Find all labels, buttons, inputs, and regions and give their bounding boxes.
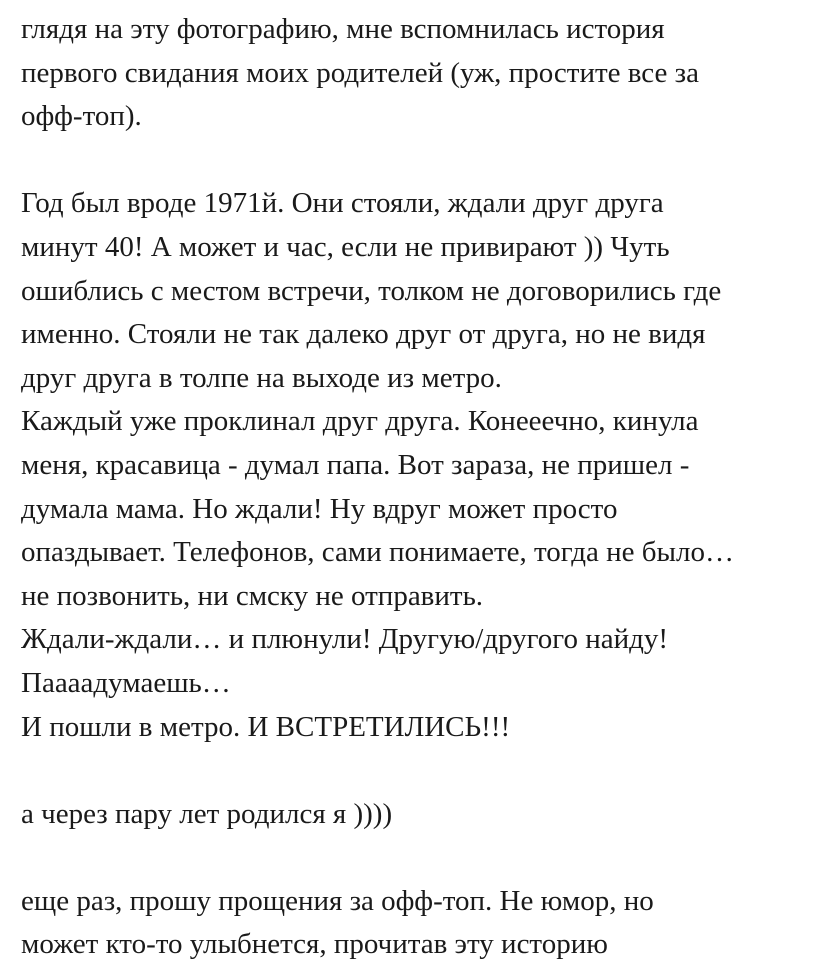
paragraph-gap bbox=[21, 139, 821, 183]
text-line: еще раз, прошу прощения за офф-топ. Не юмор, но bbox=[21, 884, 654, 917]
text-line: Год был вроде 1971й. Они стояли, ждали друг друга bbox=[21, 187, 664, 220]
text-line: Каждый уже проклинал друг друга. Конееечно, кинула bbox=[21, 405, 699, 438]
text-line: Ждали-ждали… и плюнули! Другую/другого найду! bbox=[21, 623, 669, 656]
text-line: именно. Стояли не так далеко друг от друга, но не видя bbox=[21, 318, 706, 351]
text-line: опаздывает. Телефонов, сами понимаете, тогда не было… bbox=[21, 536, 734, 569]
text-line: друг друга в толпе на выходе из метро. bbox=[21, 361, 502, 394]
paragraph-gap bbox=[21, 836, 821, 880]
text-line: не позвонить, ни смску не отправить. bbox=[21, 579, 484, 612]
intro-paragraph bbox=[21, 8, 821, 139]
story-paragraph bbox=[21, 182, 821, 749]
text-line: первого свидания моих родителей (уж, простите все за bbox=[21, 56, 699, 89]
text-line: меня, красавица - думал папа. Вот зараза, не пришел - bbox=[21, 448, 690, 481]
text-line: И пошли в метро. И ВСТРЕТИЛИСЬ!!! bbox=[21, 710, 511, 743]
outro-paragraph bbox=[21, 880, 821, 967]
text-line: Паааадумаешь… bbox=[21, 666, 231, 699]
text-line: а через пару лет родился я )))) bbox=[21, 797, 393, 830]
text-line: ошиблись с местом встречи, толком не договорились где bbox=[21, 274, 722, 307]
text-line: глядя на эту фотографию, мне вспомнилась история bbox=[21, 13, 665, 45]
text-line: может кто-то улыбнется, прочитав эту историю bbox=[21, 928, 608, 961]
paragraph-gap bbox=[21, 749, 821, 793]
post-body bbox=[21, 8, 821, 967]
ending-paragraph bbox=[21, 793, 821, 837]
text-line: офф-топ). bbox=[21, 100, 142, 133]
text-line: думала мама. Но ждали! Ну вдруг может просто bbox=[21, 492, 618, 525]
text-line: минут 40! А может и час, если не привирают )) Чуть bbox=[21, 230, 670, 263]
